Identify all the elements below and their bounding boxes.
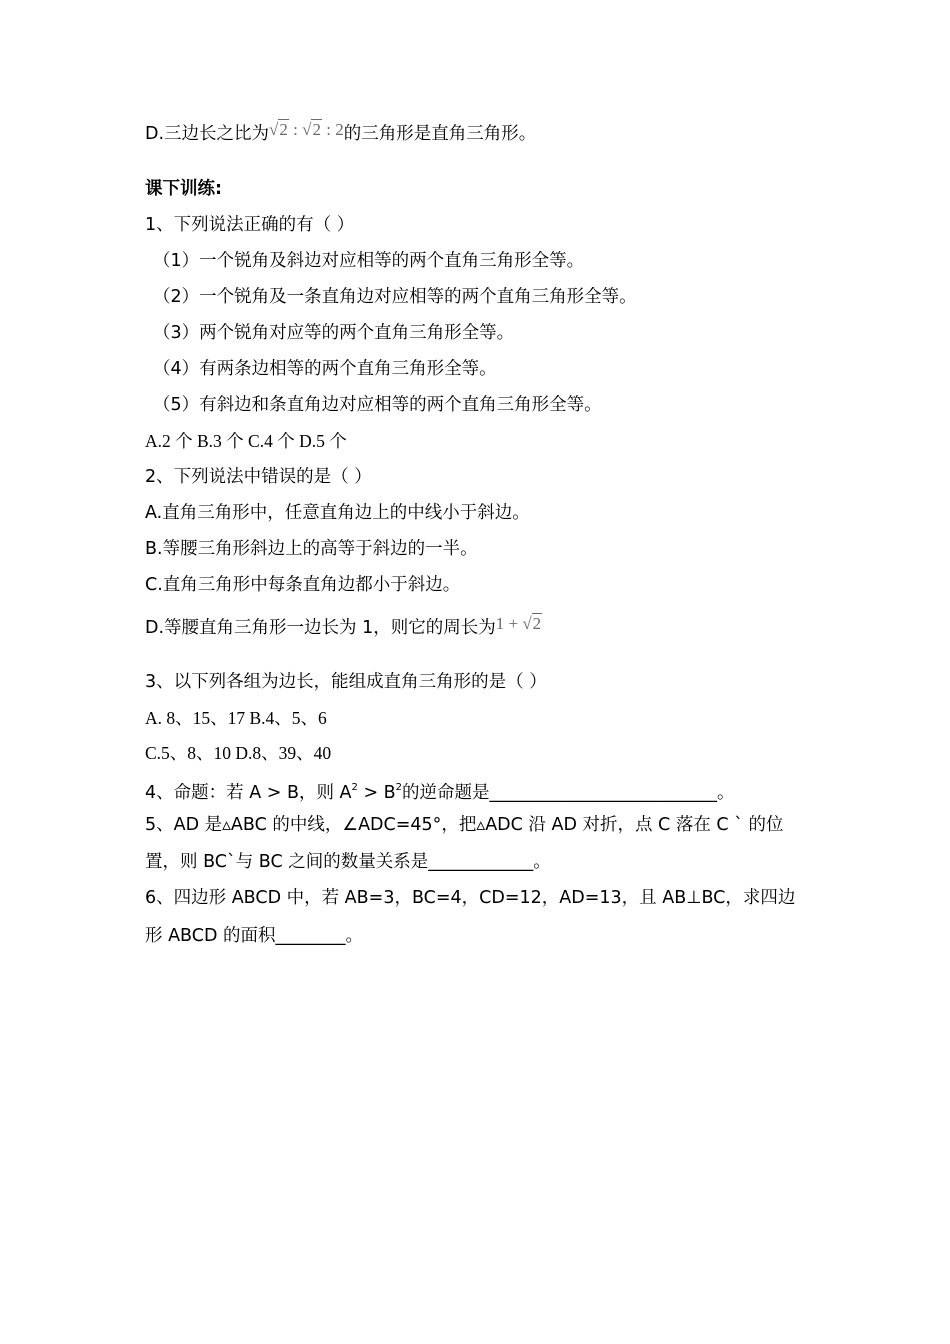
prev-option-d [145, 122, 536, 146]
question-4 [145, 777, 735, 805]
question-3-options-row-1: A. 8、15、17 B.4、5、6 [145, 708, 327, 728]
question-3-stem: 3、以下列各组为边长，能组成直角三角形的是（ ） [145, 672, 547, 692]
sqrt-symbol: √2 [269, 120, 288, 139]
question-2-option-b: B.等腰三角形斜边上的高等于斜边的一半。 [145, 539, 478, 559]
question-1-statement: （5）有斜边和条直角边对应相等的两个直角三角形全等。 [153, 395, 602, 415]
question-4-suffix: 的逆命题是__________________________。 [402, 782, 735, 803]
ratio-expression [269, 120, 344, 139]
question-2-option-c: C.直角三角形中每条直角边都小于斜边。 [145, 575, 461, 595]
prev-option-d-suffix: 的三角形是直角三角形。 [343, 124, 537, 144]
question-1-statement: （1）一个锐角及斜边对应相等的两个直角三角形全等。 [153, 251, 585, 271]
question-1-statement: （4）有两条边相等的两个直角三角形全等。 [153, 359, 497, 379]
question-2-option-a: A.直角三角形中，任意直角边上的中线小于斜边。 [145, 503, 530, 523]
question-3-options-row-2: C.5、8、10 D.8、39、40 [145, 743, 332, 763]
sqrt-symbol: √2 [302, 120, 321, 139]
sqrt-radicand: 2 [312, 120, 321, 139]
question-2-option-d [145, 616, 542, 640]
exponent: 2 [395, 782, 403, 793]
question-5-line-2: 置，则 BC`与 BC 之间的数量关系是____________。 [145, 852, 551, 872]
question-4-prefix: 4、命题：若 A > B，则 A [145, 782, 352, 803]
question-5-line-1: 5、AD 是▵ABC 的中线，∠ADC=45°，把▵ADC 沿 AD 对折，点 C 落在 C ` 的位 [145, 815, 784, 835]
expr-plus: + [508, 614, 519, 633]
question-1-stem: 1、下列说法正确的有（ ） [145, 215, 355, 235]
question-6-line-1: 6、四边形 ABCD 中，若 AB=3，BC=4，CD=12，AD=13，且 AB⊥BC，求四边 [145, 888, 796, 908]
ratio-number: 2 [335, 120, 344, 139]
question-1-options: A.2 个 B.3 个 C.4 个 D.5 个 [145, 431, 347, 451]
question-2-option-d-prefix: D.等腰直角三角形一边长为 1，则它的周长为 [145, 618, 496, 638]
exponent: 2 [351, 782, 358, 793]
perimeter-expression [496, 614, 542, 633]
sqrt-symbol: √2 [522, 614, 542, 633]
ratio-colon: : [293, 120, 298, 139]
question-4-middle: > B [357, 782, 396, 803]
sqrt-radicand: 2 [532, 614, 542, 633]
section-title: 课下训练: [145, 179, 222, 199]
question-1-statement: （2）一个锐角及一条直角边对应相等的两个直角三角形全等。 [153, 287, 637, 307]
expr-one: 1 [495, 614, 505, 633]
question-1-statement: （3）两个锐角对应等的两个直角三角形全等。 [153, 323, 515, 343]
ratio-colon: : [326, 120, 331, 139]
prev-option-d-prefix: D.三边长之比为 [145, 124, 270, 144]
sqrt-radicand: 2 [279, 120, 288, 139]
question-2-stem: 2、下列说法中错误的是（ ） [145, 467, 372, 487]
question-6-line-2: 形 ABCD 的面积________。 [145, 926, 363, 946]
